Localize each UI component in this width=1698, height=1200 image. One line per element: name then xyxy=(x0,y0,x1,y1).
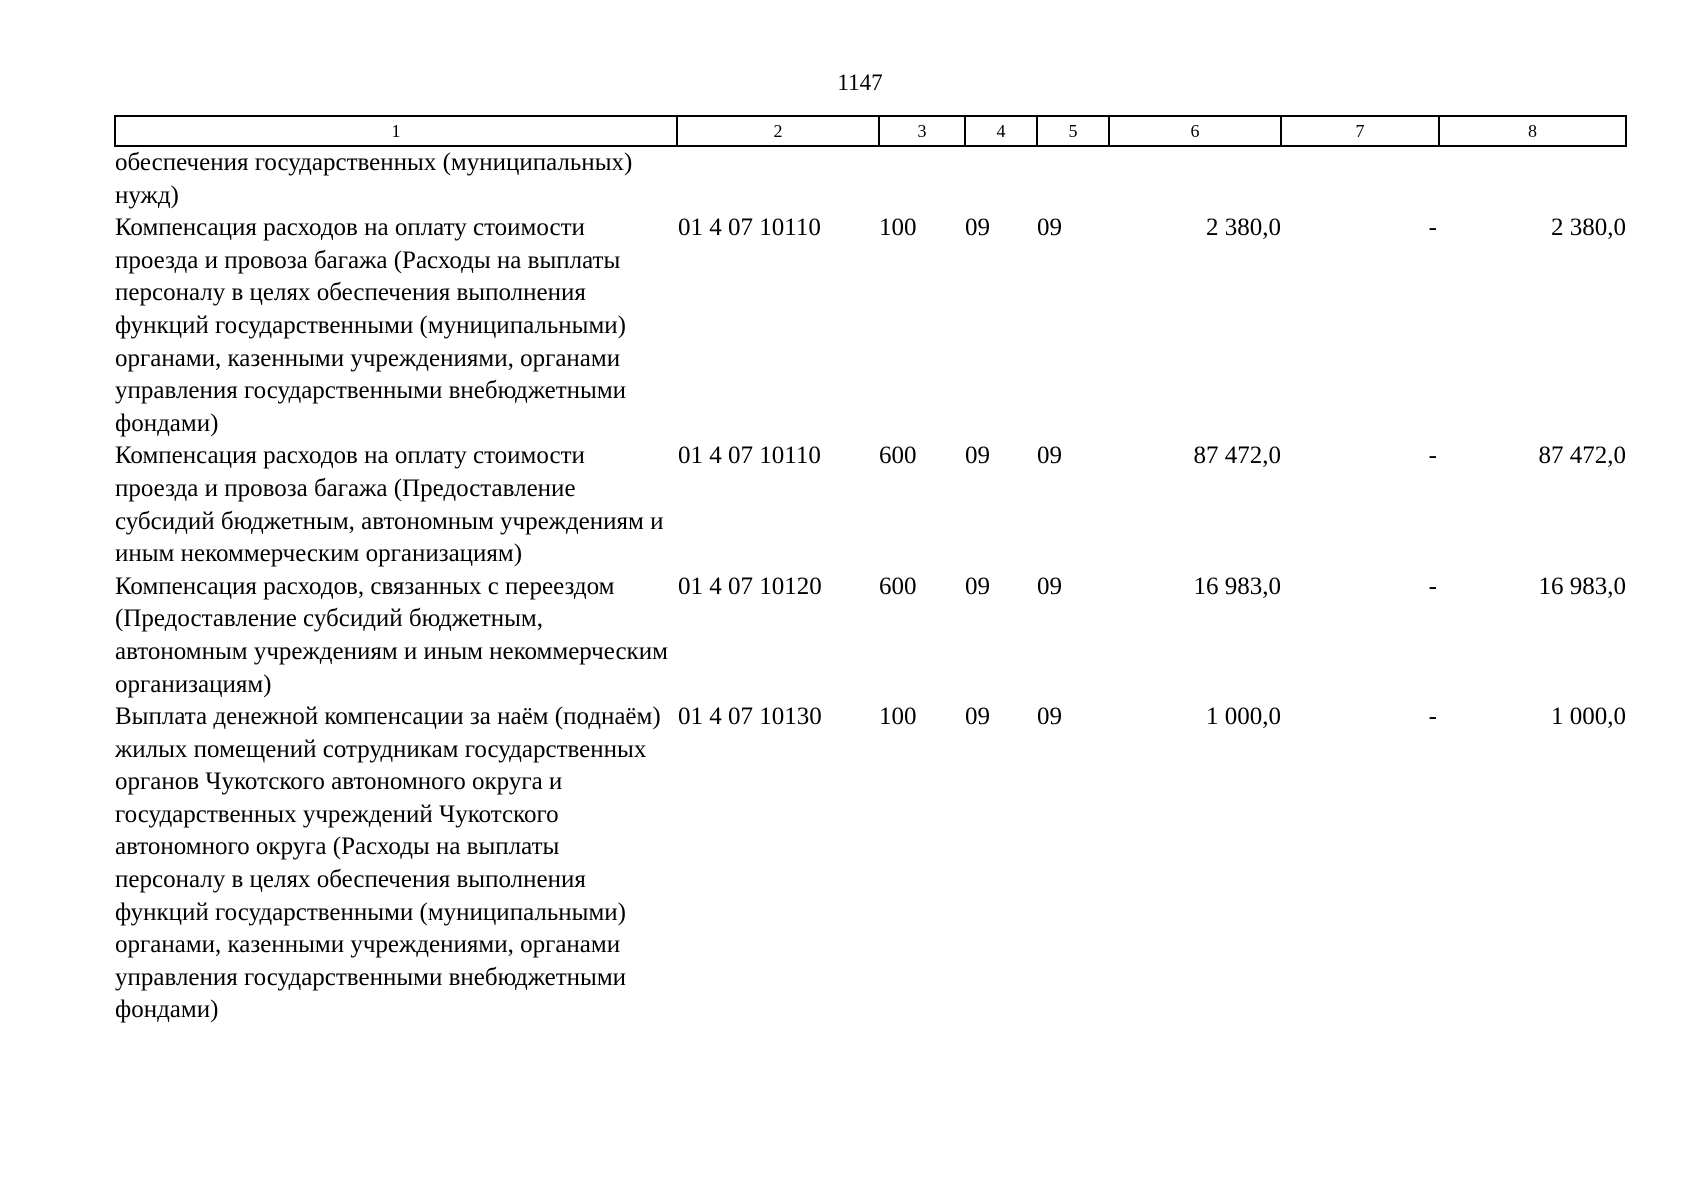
row-total: 87 472,0 xyxy=(1538,442,1626,470)
column-header-7: 7 xyxy=(1281,116,1439,146)
row-description: Компенсация расходов на оплату стоимости проезда и провоза багажа (Предоставление субсидий бюджетным, автономным учреждениям и иным некоммерческим организациям) xyxy=(115,442,664,568)
table-row xyxy=(115,571,1626,701)
row-amount: 87 472,0 xyxy=(1193,442,1281,470)
row-subsection: 09 xyxy=(1037,442,1062,470)
row-section: 09 xyxy=(965,572,990,600)
row-subsection: 09 xyxy=(1037,703,1062,731)
row-description: Выплата денежной компенсации за наём (поднаём) жилых помещений сотрудникам государственных органов Чукотского автономного округа и государственных учреждений Чукотского автономного округа (Расходы на выплаты персоналу в целях обеспечения выполнения функций государственными (муниципальными) органами, казенными учреждениями, органами управления государственными внебюджетными фондами) xyxy=(115,703,661,1024)
column-header-1: 1 xyxy=(115,116,677,146)
row-expense-type: 100 xyxy=(879,703,917,731)
row-subsection: 09 xyxy=(1037,572,1062,600)
row-total: 16 983,0 xyxy=(1538,572,1626,600)
row-code: 01 4 07 10130 xyxy=(678,703,822,731)
row-change: - xyxy=(1428,442,1437,470)
row-description: обеспечения государственных (муниципальных) нужд) xyxy=(115,149,633,209)
table-row xyxy=(115,440,1626,570)
row-amount: 2 380,0 xyxy=(1206,214,1281,242)
row-code: 01 4 07 10110 xyxy=(678,442,821,470)
budget-table xyxy=(114,115,1627,1027)
page-number: 1147 xyxy=(837,70,883,95)
row-description: Компенсация расходов на оплату стоимости проезда и провоза багажа (Расходы на выплаты персоналу в целях обеспечения выполнения функций государственными (муниципальными) органами, казенными учреждениями, органами управления государственными внебюджетными фондами) xyxy=(115,214,627,437)
column-header-3: 3 xyxy=(879,116,965,146)
row-change: - xyxy=(1428,572,1437,600)
row-expense-type: 600 xyxy=(879,572,917,600)
row-expense-type: 600 xyxy=(879,442,917,470)
table-row xyxy=(115,701,1626,1027)
row-total: 2 380,0 xyxy=(1551,214,1626,242)
row-total: 1 000,0 xyxy=(1551,703,1626,731)
row-code: 01 4 07 10110 xyxy=(678,214,821,242)
column-header-5: 5 xyxy=(1037,116,1109,146)
row-code xyxy=(677,146,879,212)
table-row xyxy=(115,212,1626,440)
row-section: 09 xyxy=(965,442,990,470)
row-amount xyxy=(1109,146,1281,212)
row-section: 09 xyxy=(965,703,990,731)
row-description: Компенсация расходов, связанных с переездом (Предоставление субсидий бюджетным, автономным учреждениям и иным некоммерческим организациям) xyxy=(115,572,668,698)
column-header-8: 8 xyxy=(1439,116,1626,146)
table-row xyxy=(115,146,1626,212)
row-amount: 1 000,0 xyxy=(1206,703,1281,731)
table-header-row xyxy=(115,116,1626,146)
row-subsection xyxy=(1037,146,1109,212)
row-expense-type xyxy=(879,146,965,212)
row-code: 01 4 07 10120 xyxy=(678,572,822,600)
column-header-6: 6 xyxy=(1109,116,1281,146)
row-change xyxy=(1281,146,1439,212)
row-total xyxy=(1439,146,1626,212)
row-change: - xyxy=(1428,703,1437,731)
row-change: - xyxy=(1428,214,1437,242)
row-subsection: 09 xyxy=(1037,214,1062,242)
column-header-4: 4 xyxy=(965,116,1037,146)
row-section: 09 xyxy=(965,214,990,242)
row-section xyxy=(965,146,1037,212)
column-header-2: 2 xyxy=(677,116,879,146)
row-expense-type: 100 xyxy=(879,214,917,242)
row-amount: 16 983,0 xyxy=(1193,572,1281,600)
